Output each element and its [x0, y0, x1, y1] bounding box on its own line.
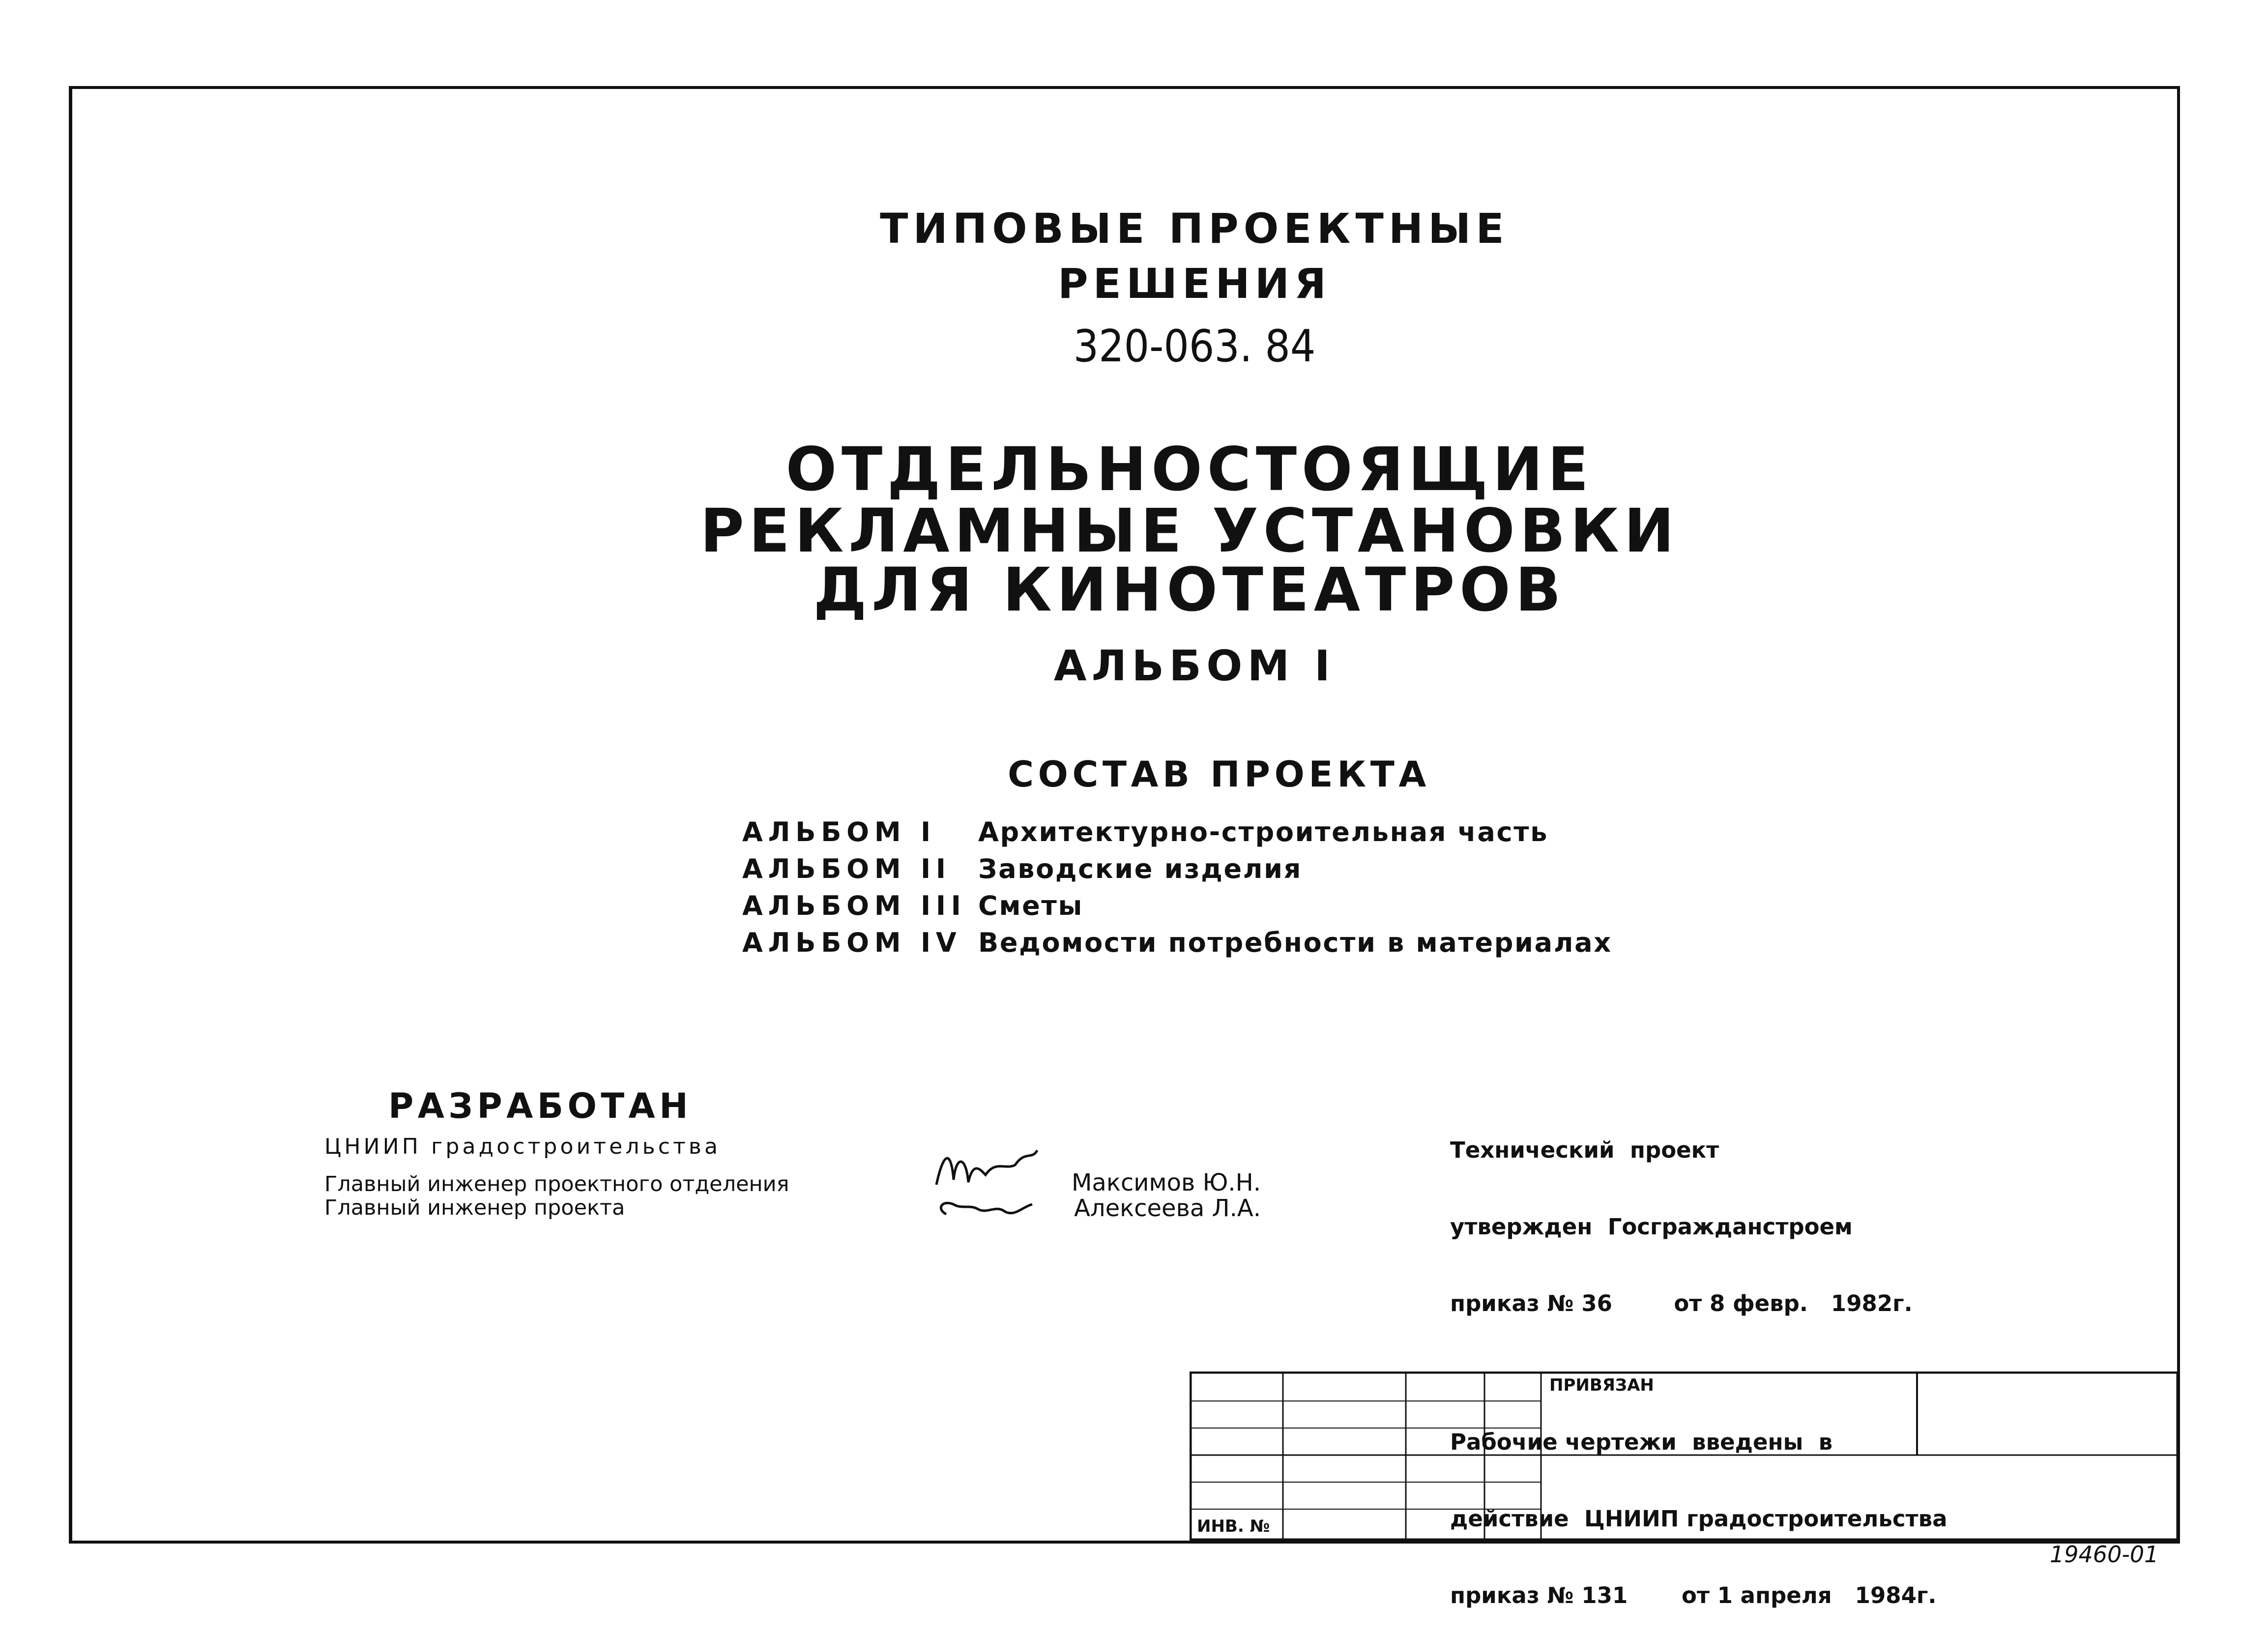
roles-block: [324, 1172, 789, 1220]
approval-line: Технический проект: [1450, 1137, 1719, 1163]
role-line: Главный инженер проекта: [324, 1196, 625, 1220]
approval-line: действие ЦНИИП градостроительства: [1450, 1506, 1948, 1532]
approval-block: [1450, 1086, 1947, 1634]
main-title-line1: ОТДЕЛЬНОСТОЯЩИЕ: [785, 435, 1594, 504]
approval-line: утвержден Госгражданстроем: [1450, 1214, 1853, 1240]
album-item: [742, 814, 1612, 850]
album-label: АЛЬБОМ I: [1053, 642, 1336, 691]
role-line: Главный инженер проектного отделения: [324, 1172, 789, 1196]
album-item-label: АЛЬБОМ IV: [742, 927, 962, 958]
album-item-label: АЛЬБОМ I: [742, 817, 936, 847]
inventory-number-label: ИНВ. №: [1197, 1517, 1270, 1536]
composition-heading: СОСТАВ ПРОЕКТА: [1008, 754, 1430, 795]
names-block: [1072, 1170, 1261, 1221]
album-item: [742, 850, 1612, 887]
album-item-text: Сметы: [978, 890, 1084, 921]
developed-heading: РАЗРАБОТАН: [388, 1086, 693, 1126]
series-title-line1: ТИПОВЫЕ ПРОЕКТНЫЕ: [880, 204, 1509, 253]
main-title-line2: РЕКЛАМНЫЕ УСТАНОВКИ: [700, 496, 1679, 566]
series-title-line2: РЕШЕНИЯ: [1058, 260, 1331, 308]
album-item-text: Архитектурно-строительная часть: [978, 817, 1549, 847]
albums-list: [742, 814, 1612, 961]
approval-line: приказ № 131 от 1 апреля 1984г.: [1450, 1582, 1937, 1608]
document-number: 320-063. 84: [1073, 321, 1316, 372]
name-line: Алексеева Л.А.: [1074, 1195, 1261, 1222]
approval-line: приказ № 36 от 8 февр. 1982г.: [1450, 1290, 1913, 1316]
album-item-label: АЛЬБОМ II: [742, 853, 951, 884]
name-line: Максимов Ю.Н.: [1072, 1169, 1261, 1196]
bound-label: ПРИВЯЗАН: [1549, 1375, 1654, 1395]
main-title-line3: ДЛЯ КИНОТЕАТРОВ: [813, 555, 1566, 625]
album-item: [742, 887, 1612, 924]
album-item-text: Заводские изделия: [978, 853, 1303, 884]
archive-number: 19460-01: [2050, 1541, 2159, 1568]
album-item-text: Ведомости потребности в материалах: [978, 927, 1612, 958]
album-item: [742, 924, 1612, 961]
album-item-label: АЛЬБОМ III: [742, 890, 966, 921]
approval-line: Рабочие чертежи введены в: [1450, 1429, 1833, 1455]
signature-mark: [931, 1140, 1045, 1239]
title-block-stamp: [1190, 1371, 2179, 1541]
developer-organization: ЦНИИП градостроительства: [324, 1134, 721, 1159]
